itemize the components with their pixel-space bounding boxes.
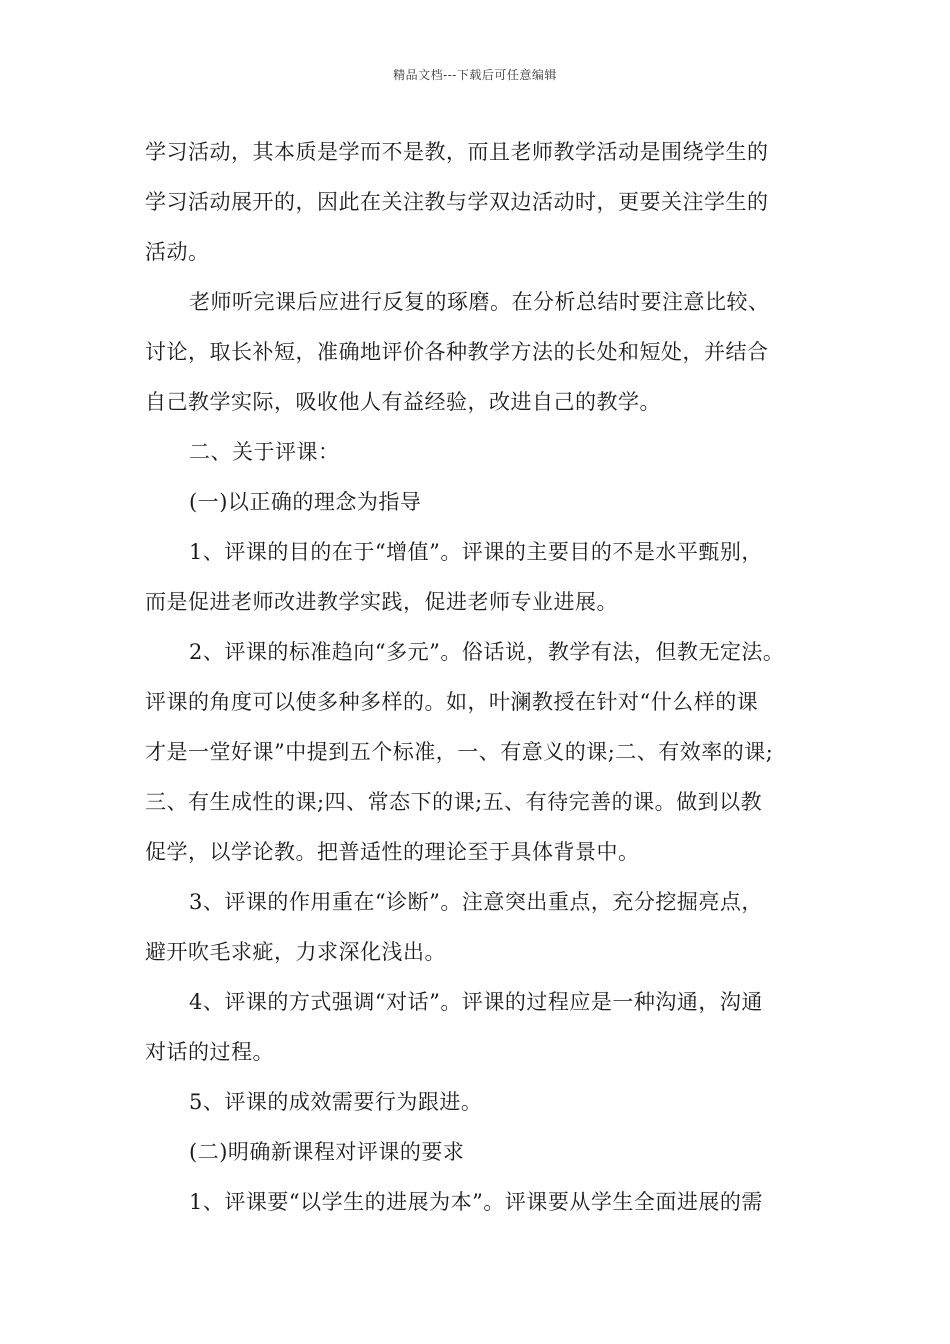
text-line: 评课的角度可以使多种多样的。如，叶澜教授在针对“什么样的课 [145,690,759,714]
text-line: 对话的过程。 [145,1040,274,1064]
text-line: 自己教学实际，吸收他人有益经验，改进自己的教学。 [145,390,661,414]
text-line: 促学，以学论教。把普适性的理论至于具体背景中。 [145,840,640,864]
text-line: 2、评课的标准趋向“多元”。俗话说，教学有法，但教无定法。 [189,640,785,664]
text-line: 才是一堂好课”中提到五个标准，一、有意义的课;二、有效率的课; [145,740,774,764]
text-line: 而是促进老师改进教学实践，促进老师专业进展。 [145,590,618,614]
text-line: 三、有生成性的课;四、常态下的课;五、有待完善的课。做到以教 [145,790,763,814]
text-line: 1、评课的目的在于“增值”。评课的主要目的不是水平甄别， [189,540,763,564]
document-body [145,132,815,1232]
text-line: 4、评课的方式强调“对话”。评课的过程应是一种沟通，沟通 [189,990,763,1014]
text-line: 3、评课的作用重在“诊断”。注意突出重点，充分挖掘亮点， [189,890,763,914]
subsection-heading: (二)明确新课程对评课的要求 [189,1140,465,1164]
subsection-heading: (一)以正确的理念为指导 [189,490,422,514]
text-line: 避开吹毛求疵，力求深化浅出。 [145,940,446,964]
text-line: 活动。 [145,240,210,264]
text-line: 老师听完课后应进行反复的琢磨。在分析总结时要注意比较、 [189,290,770,314]
text-line: 1、评课要“以学生的进展为本”。评课要从学生全面进展的需 [189,1190,763,1214]
page-header: 精品文档---下载后可任意编辑 [393,68,557,82]
section-heading: 二、关于评课： [189,440,340,464]
text-line: 5、评课的成效需要行为跟进。 [189,1090,483,1114]
text-line: 学习活动，其本质是学而不是教，而且老师教学活动是围绕学生的 [145,140,769,164]
text-line: 学习活动展开的，因此在关注教与学双边活动时，更要关注学生的 [145,190,769,214]
text-line: 讨论，取长补短，准确地评价各种教学方法的长处和短处，并结合 [145,340,769,364]
